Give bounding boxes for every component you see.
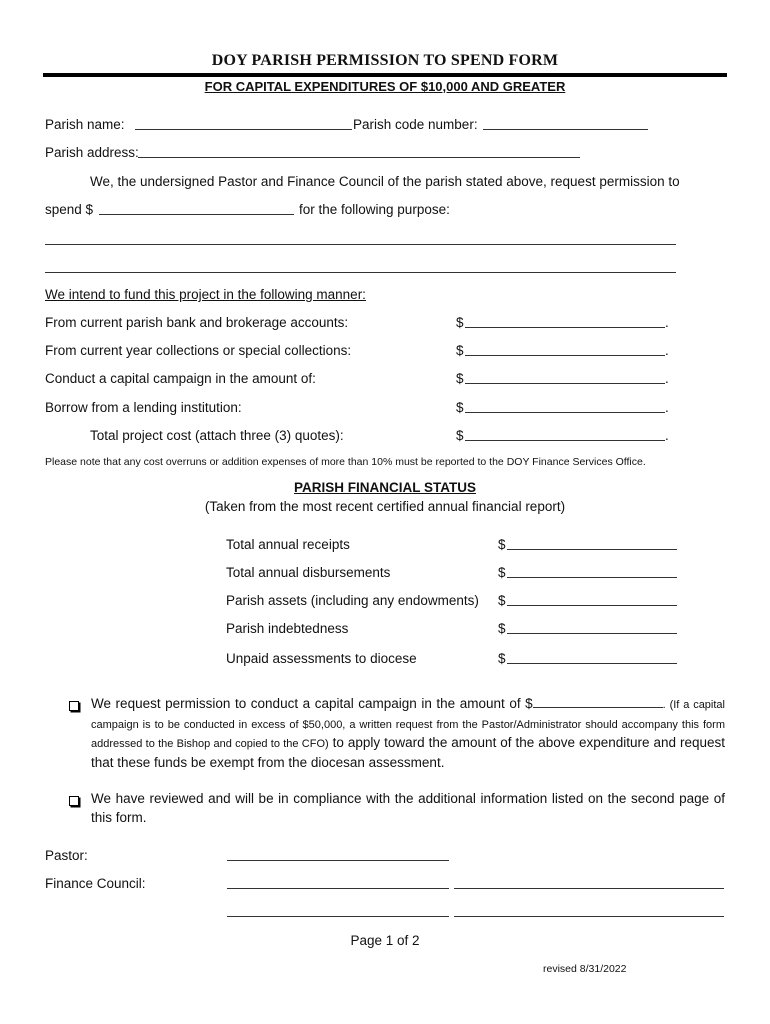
funding-label: Conduct a capital campaign in the amount of: xyxy=(45,371,316,386)
funding-total-label: Total project cost (attach three (3) quotes): xyxy=(90,428,344,443)
spend-amount-field[interactable] xyxy=(99,214,294,215)
status-currency: $ xyxy=(498,593,506,608)
funding-label: From current parish bank and brokerage accounts: xyxy=(45,315,349,330)
form-subtitle: FOR CAPITAL EXPENDITURES OF $10,000 AND GREATER xyxy=(204,79,566,94)
campaign-request-tail: to apply toward the amount of the above expenditure and request that these funds be exempt from the diocesan assessment. xyxy=(91,735,725,770)
status-amount-field[interactable] xyxy=(507,663,677,664)
parish-address-field[interactable] xyxy=(138,157,580,158)
purpose-line-1[interactable] xyxy=(45,244,676,245)
finance-signature-field[interactable] xyxy=(454,888,724,889)
purpose-label: for the following purpose: xyxy=(299,202,450,217)
status-currency: $ xyxy=(498,565,506,580)
purpose-line-2[interactable] xyxy=(45,272,676,273)
funding-end: . xyxy=(665,371,669,386)
funding-end: . xyxy=(665,343,669,358)
request-intro: We, the undersigned Pastor and Finance Council of the parish stated above, request permission to xyxy=(90,174,680,189)
financial-status-heading: PARISH FINANCIAL STATUS xyxy=(294,480,476,495)
funding-amount-field[interactable] xyxy=(465,327,665,328)
funding-amount-field[interactable] xyxy=(465,383,665,384)
funding-end: . xyxy=(665,400,669,415)
status-currency: $ xyxy=(498,621,506,636)
finance-signature-field[interactable] xyxy=(227,916,449,917)
status-label: Total annual receipts xyxy=(226,537,350,552)
status-label: Unpaid assessments to diocese xyxy=(226,651,417,666)
revised-date: revised 8/31/2022 xyxy=(543,963,627,975)
funding-end: . xyxy=(665,315,669,330)
finance-council-label: Finance Council: xyxy=(45,876,146,891)
funding-currency: $ xyxy=(456,371,464,386)
status-currency: $ xyxy=(498,651,506,666)
form-title: DOY PARISH PERMISSION TO SPEND FORM xyxy=(211,52,559,69)
funding-label: Borrow from a lending institution: xyxy=(45,400,242,415)
status-amount-field[interactable] xyxy=(507,577,677,578)
spend-label: spend $ xyxy=(45,202,94,217)
funding-end: . xyxy=(665,428,669,443)
funding-currency: $ xyxy=(456,400,464,415)
funding-total-field[interactable] xyxy=(465,440,665,441)
finance-signature-field[interactable] xyxy=(227,888,449,889)
campaign-request-text xyxy=(91,695,725,772)
parish-code-field[interactable] xyxy=(483,129,648,130)
parish-address-label: Parish address: xyxy=(45,145,139,160)
status-label: Parish assets (including any endowments) xyxy=(226,593,479,608)
reviewed-checkbox[interactable] xyxy=(69,796,79,806)
campaign-request-note: . (If a capital campaign is to be conducted in excess of $50,000, a written request from the Pastor/Administrator should accompany this form addressed to the Bishop and copied to the CFO) xyxy=(91,699,725,750)
funding-currency: $ xyxy=(456,315,464,330)
title-rule xyxy=(43,73,727,77)
pastor-label: Pastor: xyxy=(45,848,88,863)
status-currency: $ xyxy=(498,537,506,552)
status-label: Total annual disbursements xyxy=(226,565,391,580)
pastor-signature-field[interactable] xyxy=(227,860,449,861)
funding-amount-field[interactable] xyxy=(465,412,665,413)
funding-heading: We intend to fund this project in the following manner: xyxy=(45,287,366,302)
financial-status-subheading: (Taken from the most recent certified annual financial report) xyxy=(204,499,566,514)
page-number: Page 1 of 2 xyxy=(350,933,420,948)
funding-amount-field[interactable] xyxy=(465,355,665,356)
reviewed-text: We have reviewed and will be in compliance with the additional information listed on the second page of this form. xyxy=(91,791,725,825)
status-amount-field[interactable] xyxy=(507,633,677,634)
parish-code-label: Parish code number: xyxy=(353,117,478,132)
overrun-note: Please note that any cost overruns or addition expenses of more than 10% must be reported to the DOY Finance Services Office. xyxy=(45,456,646,468)
funding-label: From current year collections or special collections: xyxy=(45,343,352,358)
status-amount-field[interactable] xyxy=(507,605,677,606)
parish-name-field[interactable] xyxy=(135,129,352,130)
funding-currency: $ xyxy=(456,343,464,358)
status-label: Parish indebtedness xyxy=(226,621,349,636)
funding-currency: $ xyxy=(456,428,464,443)
parish-name-label: Parish name: xyxy=(45,117,125,132)
campaign-request-lead: We request permission to conduct a capital campaign in the amount of $ xyxy=(91,696,533,711)
finance-signature-field[interactable] xyxy=(454,916,724,917)
campaign-amount-field[interactable] xyxy=(533,695,663,708)
campaign-checkbox[interactable] xyxy=(69,701,79,711)
status-amount-field[interactable] xyxy=(507,549,677,550)
